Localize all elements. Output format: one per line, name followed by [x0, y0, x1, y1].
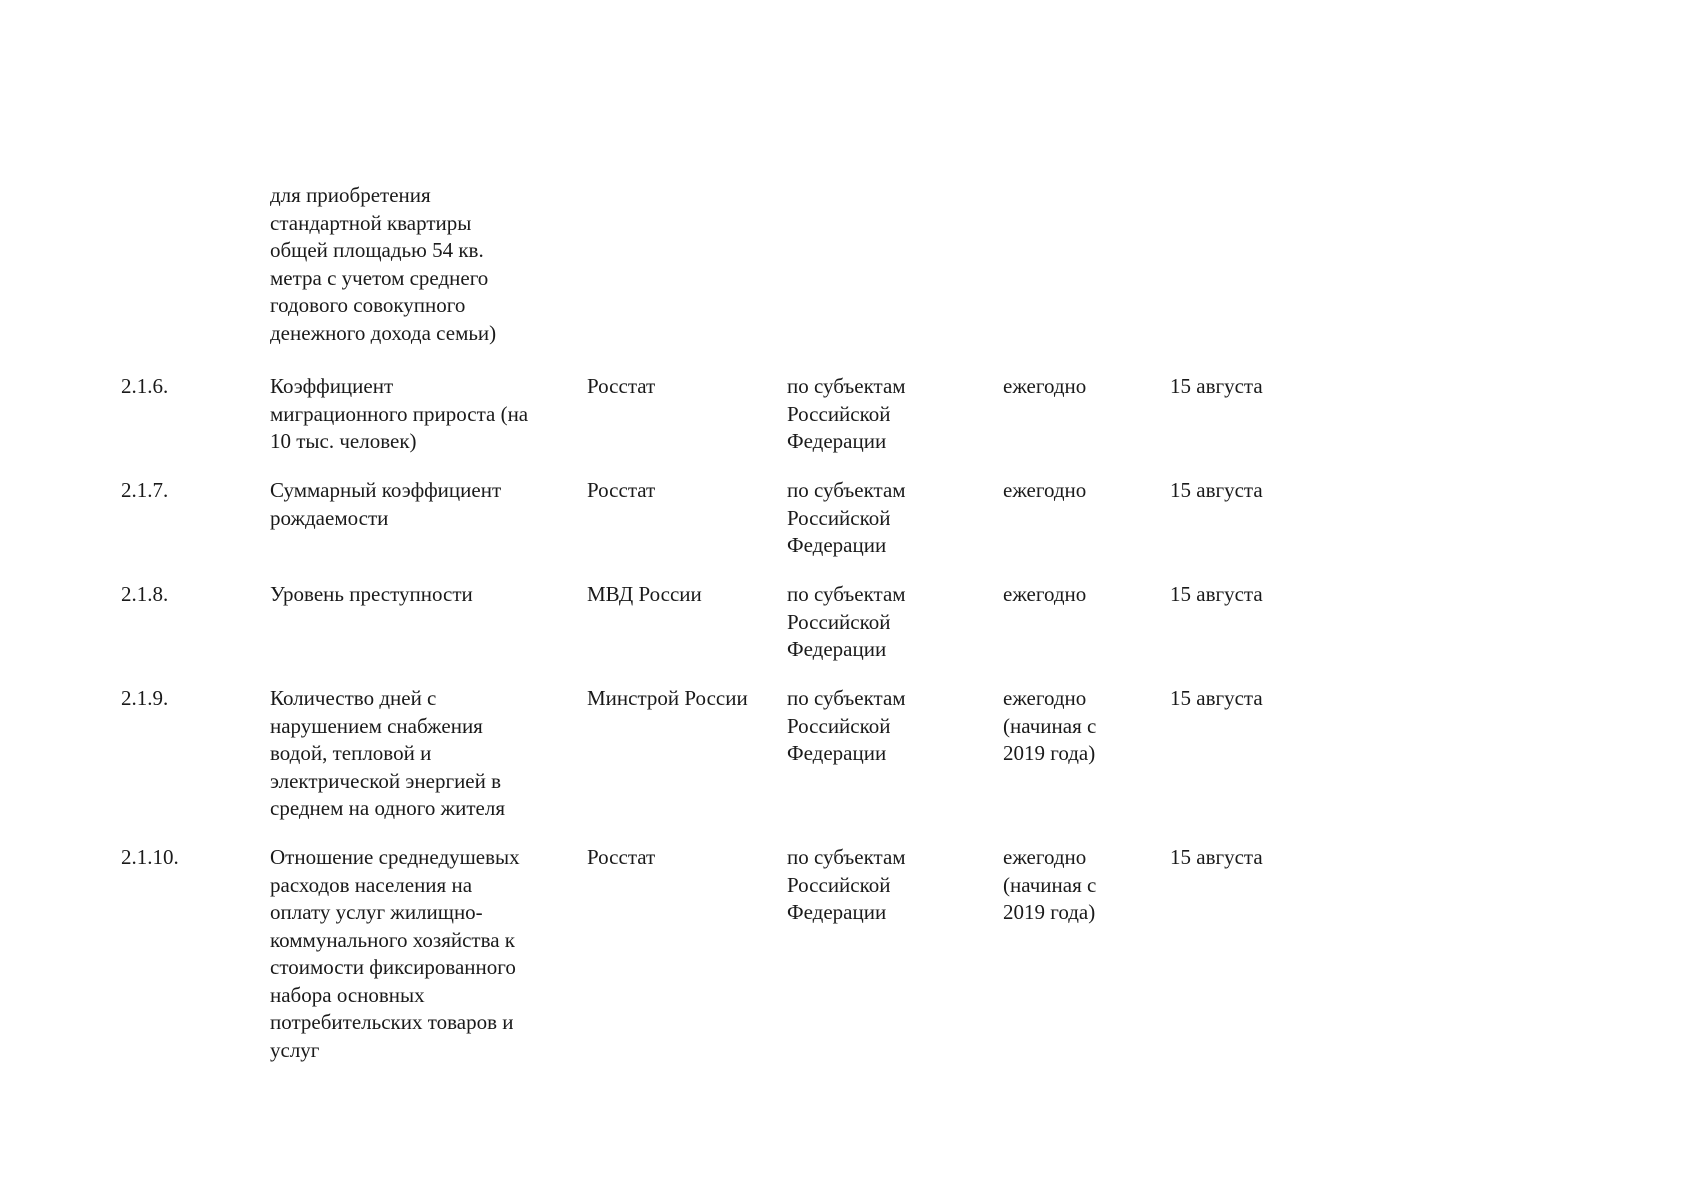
- text-line: Уровень преступности: [270, 582, 473, 606]
- data-source: [587, 373, 787, 401]
- indicator-name: [270, 373, 580, 456]
- text-line: Росстат: [587, 374, 656, 398]
- text-line: оплату услуг жилищно-: [270, 900, 483, 924]
- text-line: рождаемости: [270, 505, 389, 530]
- text-line: Российской: [787, 609, 891, 634]
- aggregation-level: [787, 844, 997, 927]
- indicator-name: [270, 844, 580, 1064]
- indicator-name: [270, 477, 580, 532]
- frequency: [1003, 477, 1163, 505]
- text-line: ежегодно: [1003, 686, 1087, 710]
- text-line: потребительских товаров и: [270, 1010, 514, 1034]
- text-line: для приобретения: [270, 183, 431, 207]
- frequency: [1003, 581, 1163, 609]
- text-line: Федерации: [787, 741, 887, 765]
- continued-indicator-text: [270, 182, 570, 347]
- due-date: 15 августа: [1170, 845, 1263, 869]
- text-line: коммунального хозяйства к: [270, 927, 515, 952]
- text-line: Минстрой России: [587, 686, 748, 710]
- aggregation-level: [787, 477, 997, 560]
- text-line: ежегодно: [1003, 582, 1087, 606]
- text-line: Отношение среднедушевых: [270, 845, 520, 869]
- due-date: 15 августа: [1170, 582, 1263, 606]
- text-line: Российской: [787, 505, 891, 530]
- text-line: электрической энергией в: [270, 768, 502, 793]
- text-line: Росстат: [587, 478, 656, 502]
- text-line: Росстат: [587, 845, 656, 869]
- text-line: расходов населения на: [270, 872, 473, 897]
- text-line: (начиная с: [1003, 713, 1097, 738]
- text-line: общей площадью 54 кв.: [270, 238, 484, 262]
- data-source: [587, 581, 787, 609]
- text-line: стоимости фиксированного: [270, 955, 516, 979]
- text-line: нарушением снабжения: [270, 713, 483, 738]
- text-line: годового совокупного: [270, 293, 466, 317]
- due-date: 15 августа: [1170, 686, 1263, 710]
- indicator-number: 2.1.8.: [121, 582, 169, 606]
- text-line: Федерации: [787, 533, 887, 557]
- text-line: по субъектам: [787, 845, 906, 869]
- indicator-name: [270, 581, 580, 609]
- data-source: [587, 477, 787, 505]
- text-line: Федерации: [787, 429, 887, 453]
- frequency: [1003, 685, 1163, 768]
- text-line: Российской: [787, 401, 891, 426]
- text-line: набора основных: [270, 982, 425, 1007]
- text-line: ежегодно: [1003, 374, 1087, 398]
- text-line: 2019 года): [1003, 741, 1096, 765]
- text-line: ежегодно: [1003, 845, 1087, 869]
- indicator-number: 2.1.10.: [121, 845, 179, 869]
- indicator-number: 2.1.7.: [121, 478, 169, 502]
- text-line: Российской: [787, 872, 891, 897]
- text-line: денежного дохода семьи): [270, 320, 497, 345]
- text-line: по субъектам: [787, 374, 906, 398]
- due-date: 15 августа: [1170, 478, 1263, 502]
- frequency: [1003, 373, 1163, 401]
- indicator-name: [270, 685, 580, 823]
- aggregation-level: [787, 581, 997, 664]
- text-line: миграционного прироста (на: [270, 401, 529, 426]
- text-line: Количество дней с: [270, 686, 437, 710]
- aggregation-level: [787, 685, 997, 768]
- text-line: 10 тыс. человек): [270, 429, 417, 453]
- frequency: [1003, 844, 1163, 927]
- text-line: стандартной квартиры: [270, 210, 472, 235]
- indicator-number: 2.1.9.: [121, 686, 169, 710]
- data-source: [587, 685, 787, 713]
- text-line: по субъектам: [787, 478, 906, 502]
- text-line: (начиная с: [1003, 872, 1097, 897]
- indicator-number: 2.1.6.: [121, 374, 169, 398]
- text-line: Федерации: [787, 637, 887, 661]
- text-line: ежегодно: [1003, 478, 1087, 502]
- text-line: 2019 года): [1003, 900, 1096, 924]
- text-line: Коэффициент: [270, 374, 394, 398]
- text-line: Суммарный коэффициент: [270, 478, 502, 502]
- text-line: метра с учетом среднего: [270, 265, 489, 290]
- text-line: водой, тепловой и: [270, 741, 432, 765]
- text-line: среднем на одного жителя: [270, 796, 505, 820]
- text-line: МВД России: [587, 582, 702, 606]
- data-source: [587, 844, 787, 872]
- text-line: по субъектам: [787, 686, 906, 710]
- text-line: Российской: [787, 713, 891, 738]
- text-line: по субъектам: [787, 582, 906, 606]
- due-date: 15 августа: [1170, 374, 1263, 398]
- text-line: услуг: [270, 1037, 320, 1062]
- aggregation-level: [787, 373, 997, 456]
- text-line: Федерации: [787, 900, 887, 924]
